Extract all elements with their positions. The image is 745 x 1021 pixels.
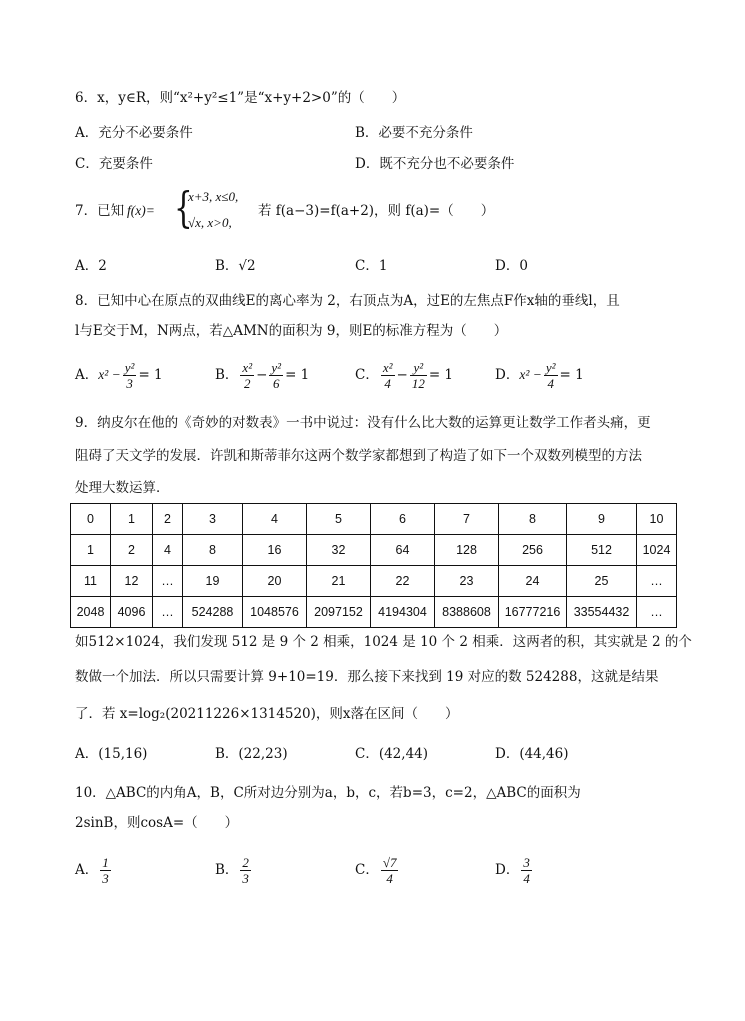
denominator: 3 — [242, 871, 249, 886]
table-cell: 2 — [111, 535, 153, 566]
q9-stem-line-3: 处理大数运算． — [75, 480, 170, 496]
table-cell: 512 — [567, 535, 637, 566]
numerator: 3 — [523, 855, 530, 870]
fraction — [544, 360, 558, 391]
table-cell: 20 — [243, 566, 307, 597]
table-cell: 9 — [567, 504, 637, 535]
q8-option-b[interactable] — [215, 360, 309, 391]
table-cell: 256 — [499, 535, 567, 566]
q6-option-d[interactable]: D．既不充分也不必要条件 — [355, 156, 515, 172]
denominator: 4 — [547, 376, 554, 391]
table-cell: 32 — [307, 535, 371, 566]
numerator: 1 — [102, 855, 109, 870]
table-cell: 2048 — [71, 597, 111, 628]
q8-stem-line-2: l与E交于M，N两点，若△AMN的面积为 9，则E的标准方程为（ ） — [75, 323, 508, 339]
table-cell: 0 — [71, 504, 111, 535]
q9-option-a[interactable]: A．(15,16) — [75, 746, 148, 762]
numerator: y² — [271, 360, 282, 375]
q9-explain-line-1: 如512×1024，我们发现 512 是 9 个 2 相乘，1024 是 10 个 2 相乘．这两者的积，其实就是 2 的个 — [75, 634, 692, 650]
q8-option-d-post: = 1 — [559, 367, 584, 383]
q8-option-d[interactable] — [495, 360, 584, 391]
table-cell: … — [637, 597, 677, 628]
table-cell: 4096 — [111, 597, 153, 628]
table-cell: 4 — [153, 535, 183, 566]
q8-option-a-pre: x² − — [98, 367, 121, 382]
denominator: 4 — [523, 871, 530, 886]
q6-option-b[interactable]: B．必要不充分条件 — [355, 125, 473, 141]
table-cell: 2097152 — [307, 597, 371, 628]
q8-option-c-post: = 1 — [428, 367, 454, 383]
table-cell: 24 — [499, 566, 567, 597]
table-cell: 1048576 — [243, 597, 307, 628]
q8-option-a-post: = 1 — [138, 367, 163, 383]
q10-option-b[interactable] — [215, 855, 253, 886]
table-row — [71, 597, 677, 628]
table-cell: 2 — [153, 504, 183, 535]
table-cell: 128 — [435, 535, 499, 566]
double-sequence-table — [70, 503, 677, 628]
q9-option-b[interactable]: B．(22,23) — [215, 746, 288, 762]
fraction — [240, 360, 254, 391]
table-cell: 10 — [637, 504, 677, 535]
table-cell: 524288 — [183, 597, 243, 628]
table-cell: … — [153, 597, 183, 628]
fraction — [410, 360, 427, 391]
denominator: 4 — [386, 871, 393, 886]
table-cell: 4 — [243, 504, 307, 535]
q6-option-a[interactable]: A．充分不必要条件 — [75, 125, 193, 141]
q10-option-c-label: C． — [355, 862, 379, 878]
q8-option-c-label: C． — [355, 367, 379, 383]
table-cell: 23 — [435, 566, 499, 597]
denominator: 3 — [102, 871, 109, 886]
q7-option-b[interactable]: B．√2 — [215, 258, 256, 274]
table-cell: 8 — [183, 535, 243, 566]
denominator: 2 — [244, 376, 251, 391]
table-cell: 4194304 — [371, 597, 435, 628]
fraction — [123, 360, 137, 391]
fraction — [381, 855, 399, 886]
denominator: 6 — [272, 376, 280, 391]
table-row — [71, 566, 677, 597]
q7-case-1: x+3, x≤0, — [188, 189, 239, 204]
minus-sign: − — [396, 367, 408, 383]
q7-option-d[interactable]: D．0 — [495, 258, 528, 274]
numerator: 2 — [242, 855, 249, 870]
q8-option-c[interactable] — [355, 360, 453, 391]
q10-option-b-label: B． — [215, 862, 239, 878]
table-cell: 7 — [435, 504, 499, 535]
table-cell: 11 — [71, 566, 111, 597]
q9-option-d[interactable]: D．(44,46) — [495, 746, 569, 762]
denominator: 4 — [384, 376, 391, 391]
table-row — [71, 504, 677, 535]
q10-option-d[interactable] — [495, 855, 534, 886]
minus-sign: − — [256, 367, 268, 383]
q10-stem-line-1: 10．△ABC的内角A，B，C所对边分别为a，b，c，若b=3，c=2，△ABC的面积为 — [75, 785, 581, 801]
fraction — [240, 855, 251, 886]
table-cell: 3 — [183, 504, 243, 535]
fraction — [269, 360, 283, 391]
table-cell: 25 — [567, 566, 637, 597]
q7-lead: 7．已知 — [75, 203, 125, 219]
q8-option-a[interactable] — [75, 360, 163, 391]
table-row — [71, 535, 677, 566]
left-brace-icon: { — [174, 183, 193, 232]
numerator: y² — [410, 360, 427, 376]
q10-option-a-label: A． — [75, 862, 99, 878]
numerator: √7 — [382, 855, 397, 870]
q10-option-a[interactable] — [75, 855, 113, 886]
q9-explain-line-2: 数做一个加法．所以只需要计算 9+10=19．那么接下来找到 19 对应的数 524288，这就是结果 — [75, 669, 659, 685]
fraction — [521, 855, 532, 886]
numerator: x² — [242, 360, 253, 375]
q9-explain-line-3: 了．若 x=log₂(20211226×1314520)，则x落在区间（ ） — [75, 706, 459, 722]
q9-stem-line-1: 9．纳皮尔在他的《奇妙的对数表》一书中说过：没有什么比大数的运算更让数学工作者头痛，更 — [75, 415, 651, 431]
q8-option-d-label: D． — [495, 367, 520, 383]
table-cell: 19 — [183, 566, 243, 597]
q6-stem: 6．x，y∈R，则“x²+y²≤1”是“x+y+2>0”的（ ） — [75, 90, 406, 106]
table-cell: 5 — [307, 504, 371, 535]
denominator: 12 — [411, 376, 425, 391]
q7-option-a[interactable]: A．2 — [75, 258, 107, 274]
q8-option-b-label: B． — [215, 367, 239, 383]
q10-option-d-label: D． — [495, 862, 520, 878]
table-cell: 21 — [307, 566, 371, 597]
q9-stem-line-2: 阻碍了天文学的发展．许凯和斯蒂菲尔这两个数学家都想到了构造了如下一个双数列模型的方法 — [75, 448, 642, 464]
table-cell: 1 — [71, 535, 111, 566]
q7-tail: 若 f(a−3)=f(a+2)，则 f(a)=（ ） — [258, 203, 495, 219]
numerator: x² — [382, 360, 393, 375]
numerator: y² — [124, 360, 135, 375]
q10-stem-line-2: 2sinB，则cosA=（ ） — [75, 815, 239, 831]
table-cell: 6 — [371, 504, 435, 535]
table-cell: 16 — [243, 535, 307, 566]
q8-option-b-post: = 1 — [285, 367, 310, 383]
fraction — [100, 855, 111, 886]
q10-option-c[interactable] — [355, 855, 400, 886]
q7-case-2: √x, x>0, — [188, 215, 232, 230]
table-cell: 8388608 — [435, 597, 499, 628]
table-cell: 64 — [371, 535, 435, 566]
table-cell: 16777216 — [499, 597, 567, 628]
q7-option-c[interactable]: C．1 — [355, 258, 388, 274]
q8-option-a-label: A． — [75, 367, 99, 383]
table-cell: 22 — [371, 566, 435, 597]
fraction — [381, 360, 395, 391]
table-cell: … — [637, 566, 677, 597]
q7-function-name: f(x)= — [127, 203, 155, 218]
denominator: 3 — [126, 376, 133, 391]
table-cell: 1 — [111, 504, 153, 535]
q6-option-c[interactable]: C．充要条件 — [75, 156, 153, 172]
numerator: y² — [545, 360, 556, 375]
q9-option-c[interactable]: C．(42,44) — [355, 746, 429, 762]
table-cell: … — [153, 566, 183, 597]
table-cell: 33554432 — [567, 597, 637, 628]
q8-stem-line-1: 8．已知中心在原点的双曲线E的离心率为 2，右顶点为A，过E的左焦点F作x轴的垂线l，且 — [75, 293, 620, 309]
table-cell: 1024 — [637, 535, 677, 566]
table-cell: 8 — [499, 504, 567, 535]
q8-option-d-pre: x² − — [519, 367, 542, 382]
table-cell: 12 — [111, 566, 153, 597]
